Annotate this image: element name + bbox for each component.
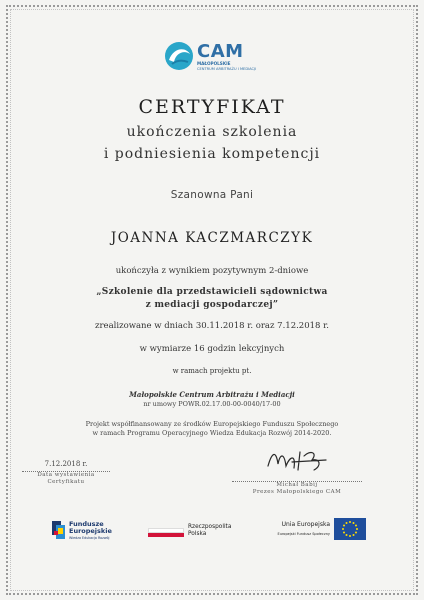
- project-intro: w ramach projektu pt.: [172, 367, 252, 375]
- fundusze-europejskie-logo: [52, 519, 142, 543]
- funding-line-1: Projekt współfinansowany ze środków Europejskiego Funduszu Społecznego: [85, 420, 339, 428]
- project-name: Małopolskie Centrum Arbitrażu i Mediacji: [129, 390, 295, 399]
- hours-line: w wymiarze 16 godzin lekcyjnych: [139, 344, 285, 354]
- certificate-subtitle-line-1: ukończenia szkolenia: [126, 124, 298, 140]
- issue-date-block: [22, 460, 110, 486]
- handwritten-signature: [262, 446, 332, 474]
- issue-date-label-1: Data wystawienia: [37, 472, 95, 478]
- agreement-number: nr umowy POWR.02.17.00-00-0040/17-00: [143, 400, 281, 408]
- signer-role: Prezes Małopolskiego CAM: [252, 489, 342, 495]
- funding-line-2: w ramach Programu Operacyjnego Wiedza Edukacja Rozwój 2014-2020.: [92, 429, 332, 437]
- issue-date-label-2: Certyfikatu: [47, 479, 85, 485]
- salutation: Szanowna Pani: [170, 189, 254, 201]
- certificate-subtitle-line-2: i podniesienia kompetencji: [103, 146, 321, 162]
- cam-logo: [163, 40, 273, 80]
- fundusze-europejskie-mark-icon: [52, 519, 66, 541]
- eu-stars-icon: [334, 518, 366, 540]
- signer-block: [232, 446, 362, 496]
- rp-line-2: Polska: [188, 531, 207, 537]
- poland-flag-icon: [148, 528, 184, 537]
- recipient-name: JOANNA KACZMARCZYK: [110, 230, 314, 246]
- rzeczpospolita-polska-logo: [148, 521, 238, 541]
- fe-subtitle: Wiedza Edukacja Rozwój: [69, 536, 110, 540]
- fe-name-line-2: Europejskie: [69, 527, 112, 535]
- completion-line: ukończyła z wynikiem pozytywnym 2-dniowe: [115, 266, 309, 276]
- logo-subline-1: MAŁOPOLSKIE: [197, 61, 231, 66]
- ue-subtitle: Europejski Fundusz Społeczny: [277, 532, 330, 536]
- cam-swirl-icon: [163, 40, 195, 72]
- certificate-title: CERTYFIKAT: [138, 96, 286, 118]
- logo-subline-2: CENTRUM ARBITRAŻU I MEDIACJI: [197, 67, 257, 71]
- unia-europejska-logo: [258, 518, 368, 542]
- ue-name: Unia Europejska: [281, 521, 330, 528]
- logo-name: CAM: [197, 41, 244, 62]
- rp-line-1: Rzeczpospolita: [188, 524, 232, 530]
- fe-name: [69, 521, 112, 535]
- course-title-line-1: „Szkolenie dla przedstawicieli sądownictwa: [96, 287, 328, 297]
- course-title-line-2: z mediacji gospodarczej”: [145, 300, 279, 310]
- fe-name-line-1: Fundusze: [69, 520, 104, 528]
- eu-flag-icon: [334, 518, 366, 540]
- issue-date-value: 7.12.2018 r.: [44, 460, 88, 468]
- dates-line: zrealizowane w dniach 30.11.2018 r. oraz 7.12.2018 r.: [95, 321, 329, 331]
- signer-name: Michał Babij: [276, 482, 318, 488]
- rp-text: [188, 524, 231, 538]
